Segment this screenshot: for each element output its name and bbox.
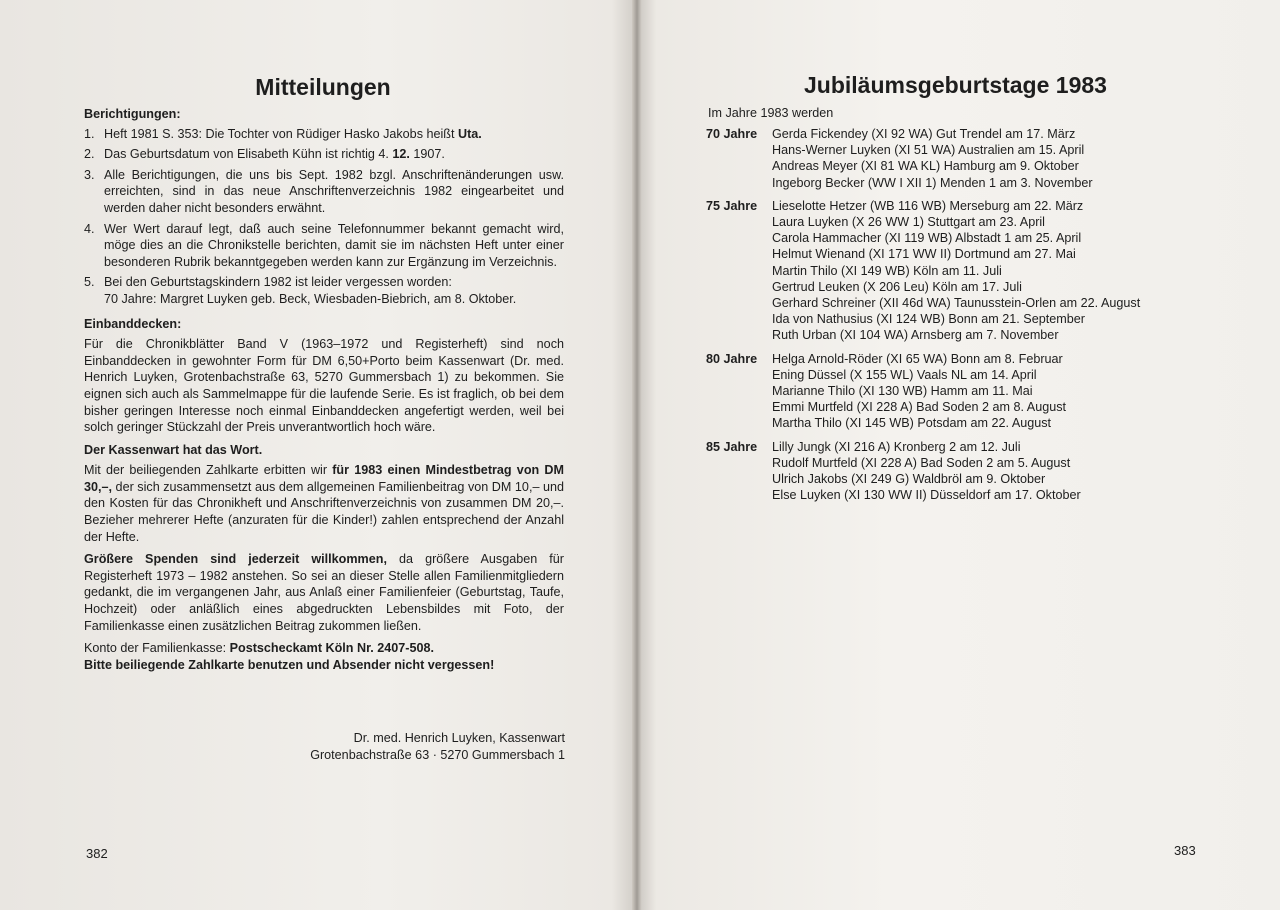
name-list bbox=[772, 351, 1226, 432]
einbanddecken-text: Für die Chronikblätter Band V (1963–1972 und Registerheft) sind noch Einbanddecken in gewohnter Form für DM 6,50+Porto beim Kassenwart (Dr. med. Henrich Luyken, Grotenbachstraße 63, 5270 Gummersbach 1) zu bekommen. Sie eignen sich auch als Sammelmappe für die laufende Serie. Es ist fraglich, ob bei dem bisher geringen Interesse noch einmal Einbanddecken angefertigt werden, weil bei solch geringer Stückzahl der Preis unverantwortlich hoch wäre. bbox=[84, 337, 564, 435]
name-list bbox=[772, 198, 1226, 344]
item-text: Alle Berichtigungen, die uns bis Sept. 1982 bzgl. Anschriftenänderungen usw. erreichten, sind in das neue Anschriftenverzeichnis 1982 eingearbeitet und werden daher nicht besonders erwähnt. bbox=[104, 167, 564, 215]
list-item: Emmi Murtfeld (XI 228 A) Bad Soden 2 am 8. August bbox=[772, 400, 1067, 415]
item-text: Bei den Geburtstagskindern 1982 ist leider vergessen worden: 70 Jahre: Margret Luyken geb. Beck, Wiesbaden-Biebrich, am 8. Oktober. bbox=[104, 275, 517, 306]
kassenwart-heading: Der Kassenwart hat das Wort. bbox=[84, 442, 263, 457]
item-number: 3. bbox=[84, 167, 95, 182]
list-item bbox=[84, 221, 564, 271]
page-title-left: Mitteilungen bbox=[255, 74, 391, 100]
list-item: Martha Thilo (XI 145 WB) Potsdam am 22. August bbox=[772, 416, 1052, 431]
item-number: 5. bbox=[84, 275, 95, 290]
list-item: Carola Hammacher (XI 119 WB) Albstadt 1 am 25. April bbox=[772, 231, 1082, 246]
list-item: Ulrich Jakobs (XI 249 G) Waldbröl am 9. Oktober bbox=[772, 472, 1046, 487]
list-item: Gerda Fickendey (XI 92 WA) Gut Trendel am 17. März bbox=[772, 127, 1076, 141]
birthday-group-70 bbox=[706, 126, 1226, 191]
list-item: Ening Düssel (X 155 WL) Vaals NL am 14. April bbox=[772, 367, 1037, 382]
list-item: Ingeborg Becker (WW I XII 1) Menden 1 am 3. November bbox=[772, 175, 1093, 190]
list-item: Lieselotte Hetzer (WB 116 WB) Merseburg am 22. März bbox=[772, 198, 1084, 213]
list-item bbox=[84, 126, 564, 143]
list-item: Ruth Urban (XI 104 WA) Arnsberg am 7. November bbox=[772, 328, 1059, 343]
list-item: Else Luyken (XI 130 WW II) Düsseldorf am 17. Oktober bbox=[772, 488, 1081, 503]
age-label: 70 Jahre bbox=[706, 127, 758, 141]
book-gutter bbox=[632, 0, 642, 910]
list-item: Martin Thilo (XI 149 WB) Köln am 11. Juli bbox=[772, 263, 1002, 278]
list-item bbox=[84, 146, 564, 163]
einbanddecken-heading: Einbanddecken: bbox=[84, 316, 182, 331]
berichtigungen-list bbox=[84, 126, 564, 308]
left-page bbox=[0, 0, 637, 910]
list-item: Laura Luyken (X 26 WW 1) Stuttgart am 23. April bbox=[772, 215, 1045, 230]
item-number: 4. bbox=[84, 221, 95, 236]
list-item: Helga Arnold-Röder (XI 65 WA) Bonn am 8. Februar bbox=[772, 351, 1063, 366]
name-list bbox=[772, 439, 1226, 504]
right-page bbox=[637, 0, 1280, 910]
list-item bbox=[84, 167, 564, 217]
page-number-right: 383 bbox=[1174, 843, 1196, 858]
spenden-paragraph: Größere Spenden sind jederzeit willkommen, da größere Ausgaben für Registerheft 1973 – 1982 anstehen. So sei an dieser Stelle allen Familienmitgliedern gedankt, die im vergangenen Jahr, aus Anlaß einer Familienfeier (Geburtstag, Taufe, Hochzeit) oder anläßlich eines abgedruckten Lebensbildes mit Foto, der Familienkasse einen zusätzlichen Beitrag zukommen ließen. bbox=[84, 552, 564, 633]
name-list bbox=[772, 126, 1226, 191]
list-item: Ida von Nathusius (XI 124 WB) Bonn am 21. September bbox=[772, 312, 1085, 327]
list-item: Andreas Meyer (XI 81 WA KL) Hamburg am 9. Oktober bbox=[772, 159, 1079, 174]
konto-paragraph: Konto der Familienkasse: Postscheckamt Köln Nr. 2407-508. Bitte beiliegende Zahlkarte benutzen und Absender nicht vergessen! bbox=[84, 641, 495, 672]
age-label: 85 Jahre bbox=[706, 439, 758, 454]
signature-name: Dr. med. Henrich Luyken, Kassenwart bbox=[353, 731, 565, 745]
list-item: Gertrud Leuken (X 206 Leu) Köln am 17. Juli bbox=[772, 279, 1022, 294]
signature-block bbox=[84, 730, 565, 764]
item-number: 1. bbox=[84, 126, 95, 141]
left-page-content bbox=[84, 106, 564, 673]
birthday-group-85 bbox=[706, 439, 1226, 504]
item-text: Wer Wert darauf legt, daß auch seine Telefonnummer bekannt gemacht wird, möge dies an die Chronikstelle berichten, damit sie im nächsten Heft unter einer besonderen Rubrik bekanntgegeben werden kann zur Ergänzung im Verzeichnis. bbox=[104, 221, 564, 269]
signature-address: Grotenbachstraße 63 · 5270 Gummersbach 1 bbox=[310, 748, 565, 762]
berichtigungen-heading: Berichtigungen: bbox=[84, 107, 181, 121]
item-text: Heft 1981 S. 353: Die Tochter von Rüdiger Hasko Jakobs heißt Uta. bbox=[104, 126, 482, 141]
item-text: Das Geburtsdatum von Elisabeth Kühn ist richtig 4. 12. 1907. bbox=[104, 147, 445, 162]
list-item: Helmut Wienand (XI 171 WW II) Dortmund am 27. Mai bbox=[772, 247, 1076, 262]
birthday-group-80 bbox=[706, 351, 1226, 432]
list-item: Hans-Werner Luyken (XI 51 WA) Australien am 15. April bbox=[772, 143, 1085, 158]
item-number: 2. bbox=[84, 147, 95, 162]
age-label: 80 Jahre bbox=[706, 351, 758, 366]
page-number-left: 382 bbox=[86, 846, 108, 861]
page-title-right: Jubiläumsgeburtstage 1983 bbox=[804, 72, 1107, 98]
birthday-group-75 bbox=[706, 198, 1226, 344]
list-item: Gerhard Schreiner (XII 46d WA) Taunusstein-Orlen am 22. August bbox=[772, 296, 1141, 311]
kassenwart-paragraph: Mit der beiliegenden Zahlkarte erbitten wir für 1983 einen Mindestbetrag von DM 30,–, der sich zusammensetzt aus dem allgemeinen Familienbeitrag von DM 10,– und den Kosten für das Chronikheft und Anschriftenverzeichnis von zusammen DM 20,–. Bezieher mehrerer Hefte (anzuraten für die Kinder!) zahlen entsprechend der Anzahl der Hefte. bbox=[84, 463, 564, 544]
list-item: Rudolf Murtfeld (XI 228 A) Bad Soden 2 am 5. August bbox=[772, 455, 1071, 470]
list-item bbox=[84, 274, 564, 307]
intro-text: Im Jahre 1983 werden bbox=[708, 106, 834, 120]
age-label: 75 Jahre bbox=[706, 198, 758, 213]
list-item: Lilly Jungk (XI 216 A) Kronberg 2 am 12. Juli bbox=[772, 439, 1021, 454]
list-item: Marianne Thilo (XI 130 WB) Hamm am 11. Mai bbox=[772, 384, 1033, 399]
birthday-groups bbox=[706, 126, 1226, 510]
